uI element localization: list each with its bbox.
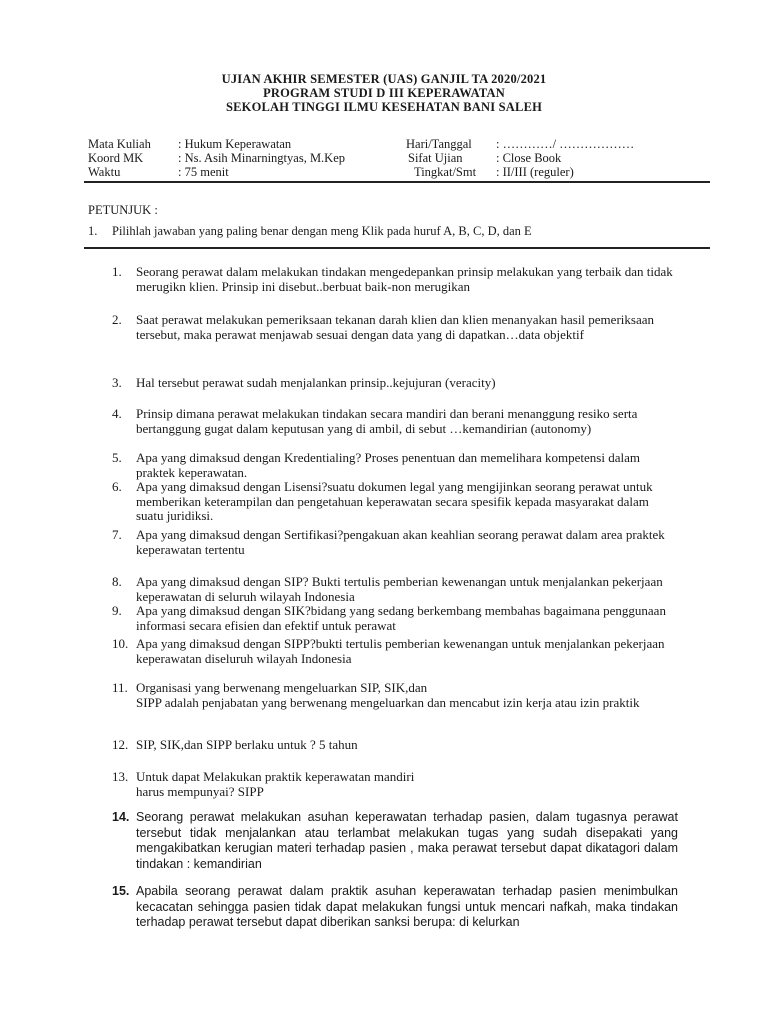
question-text: Saat perawat melakukan pemeriksaan tekanan darah klien dan klien menanyakan hasil pemeriksaan tersebut, maka perawat menjawab sesuai dengan data yang di dapatkan…data objektif (136, 312, 654, 342)
question-text: SIP, SIK,dan SIPP berlaku untuk ? 5 tahun (136, 737, 358, 752)
question-number: 5. (112, 450, 122, 465)
question-text-continued: harus mempunyai? SIPP (136, 783, 264, 799)
waktu-value: : 75 menit (178, 165, 229, 179)
question-number: 8. (112, 574, 122, 589)
header-school: SEKOLAH TINGGI ILMU KESEHATAN BANI SALEH (225, 100, 543, 114)
sifat-ujian-value: : Close Book (496, 151, 562, 165)
question-text: Hal tersebut perawat sudah menjalankan prinsip..kejujuran (veracity) (136, 375, 496, 390)
question-text: Apa yang dimaksud dengan SIP? Bukti tertulis pemberian kewenangan untuk menjalankan pekerjaan keperawatan di seluruh wilayah Indonesia (136, 574, 663, 604)
question-number: 2. (112, 312, 122, 327)
question-number: 7. (112, 527, 122, 542)
question-word: Melakukan (203, 769, 262, 784)
question-item (112, 604, 678, 633)
question-text-continued: SIPP adalah penjabatan yang berwenang mengeluarkan dan mencabut izin kerja atau izin praktik (136, 694, 640, 710)
question-text: Apa yang dimaksud dengan SIPP?bukti tertulis pemberian kewenangan untuk menjalankan pekerjaan keperawatan diseluruh wilayah Indonesia (136, 636, 665, 666)
question-word: mandiri (373, 769, 415, 784)
question-word: dapat (171, 769, 200, 784)
question-number: 9. (112, 603, 122, 618)
question-number: 1. (112, 264, 122, 279)
question-item (112, 575, 678, 604)
question-number: 12. (112, 737, 129, 752)
mata-kuliah-value: : Hukum Keperawatan (178, 137, 292, 151)
question-number: 13. (112, 769, 129, 784)
question-item (112, 637, 678, 666)
koord-mk-value: : Ns. Asih Minarningtyas, M.Kep (178, 151, 346, 165)
question-text: Apa yang dimaksud dengan Sertifikasi?pengakuan akan keahlian seorang perawat dalam area praktek keperawatan tertentu (136, 527, 665, 557)
tingkat-value: : II/III (reguler) (496, 165, 574, 179)
question-text: Apa yang dimaksud dengan Kredentialing? Proses penentuan dan memelihara kompetensi dalam praktek keperawatan. (136, 450, 640, 480)
sifat-ujian-label: Sifat Ujian (408, 151, 463, 165)
mata-kuliah-label: Mata Kuliah (88, 137, 151, 151)
question-item (112, 313, 678, 342)
question-item (112, 738, 678, 753)
header-title: UJIAN AKHIR SEMESTER (UAS) GANJIL TA 2020/2021 (221, 72, 547, 86)
question-text: Seorang perawat melakukan asuhan keperawatan terhadap pasien, dalam tugasnya perawat tersebut tidak menjalankan atau terlambat melakukan tugas yang sudah disepakati yang mengakibatkan kerugian materi terhadap pasien , maka perawat tersebut dapat dikatagori dalam tindakan : kemandirian (136, 810, 678, 871)
tingkat-label: Tingkat/Smt (414, 165, 477, 179)
instruction-number: 1. (88, 224, 98, 238)
hari-tanggal-value: : …………/ ……………… (496, 137, 635, 151)
question-number: 4. (112, 406, 122, 421)
question-item (112, 480, 678, 524)
hari-tanggal-label: Hari/Tanggal (406, 137, 472, 151)
question-number: 6. (112, 479, 122, 494)
question-word: Untuk (136, 769, 169, 784)
header-divider (84, 181, 710, 183)
question-item (112, 407, 678, 436)
petunjuk-title: PETUNJUK : (88, 203, 158, 217)
petunjuk-instruction (88, 224, 708, 239)
question-text: Apabila seorang perawat dalam praktik asuhan keperawatan terhadap pasien menimbulkan kecacatan sehingga pasien tidak dapat melakukan fungsi untuk mencari nafkah, maka tindakan terhadap perawat tersebut dapat diberikan sanksi berupa: di kelurkan (136, 884, 678, 929)
question-number: 14. (112, 810, 130, 824)
question-number: 11. (112, 680, 128, 695)
instruction-text: Pilihlah jawaban yang paling benar dengan meng Klik pada huruf A, B, C, D, dan E (112, 224, 532, 238)
question-item (112, 810, 678, 872)
instruction-divider (84, 247, 710, 249)
question-text-justified (136, 770, 678, 785)
question-item (112, 528, 678, 557)
exam-header (0, 72, 768, 114)
question-item (112, 681, 678, 710)
header-program: PROGRAM STUDI D III KEPERAWATAN (263, 86, 505, 100)
question-text: Apa yang dimaksud dengan Lisensi?suatu dokumen legal yang mengijinkan seorang perawat untuk memberikan keterampilan dan pengetahuan keperawatan secara spesifik kepada masyarakat dalam suatu juridiksi. (136, 479, 653, 524)
question-item (112, 376, 678, 391)
question-text: Seorang perawat dalam melakukan tindakan mengedepankan prinsip melakukan yang terbaik dan tidak merugikn klien. Prinsip ini disebut..berbuat baik-non merugikan (136, 264, 673, 294)
question-item (112, 884, 678, 931)
question-number: 3. (112, 375, 122, 390)
question-text: Organisasi yang berwenang mengeluarkan SIP, SIK,dan (136, 680, 428, 695)
question-word: keperawatan (304, 769, 371, 784)
waktu-label: Waktu (88, 165, 121, 179)
question-item (112, 451, 678, 480)
koord-mk-label: Koord MK (88, 151, 144, 165)
question-number: 10. (112, 636, 129, 651)
question-word: praktik (264, 769, 302, 784)
question-text: Apa yang dimaksud dengan SIK?bidang yang sedang berkembang membahas bagaimana penggunaan informasi secara efisien dan efektif untuk perawat (136, 603, 666, 633)
question-item (112, 265, 678, 294)
question-number: 15. (112, 884, 130, 898)
question-text: Prinsip dimana perawat melakukan tindakan secara mandiri dan berani menanggung resiko serta bertanggung gugat dalam keputusan yang di ambil, di sebut …kemandirian (autonomy) (136, 406, 638, 436)
question-item (112, 770, 678, 799)
